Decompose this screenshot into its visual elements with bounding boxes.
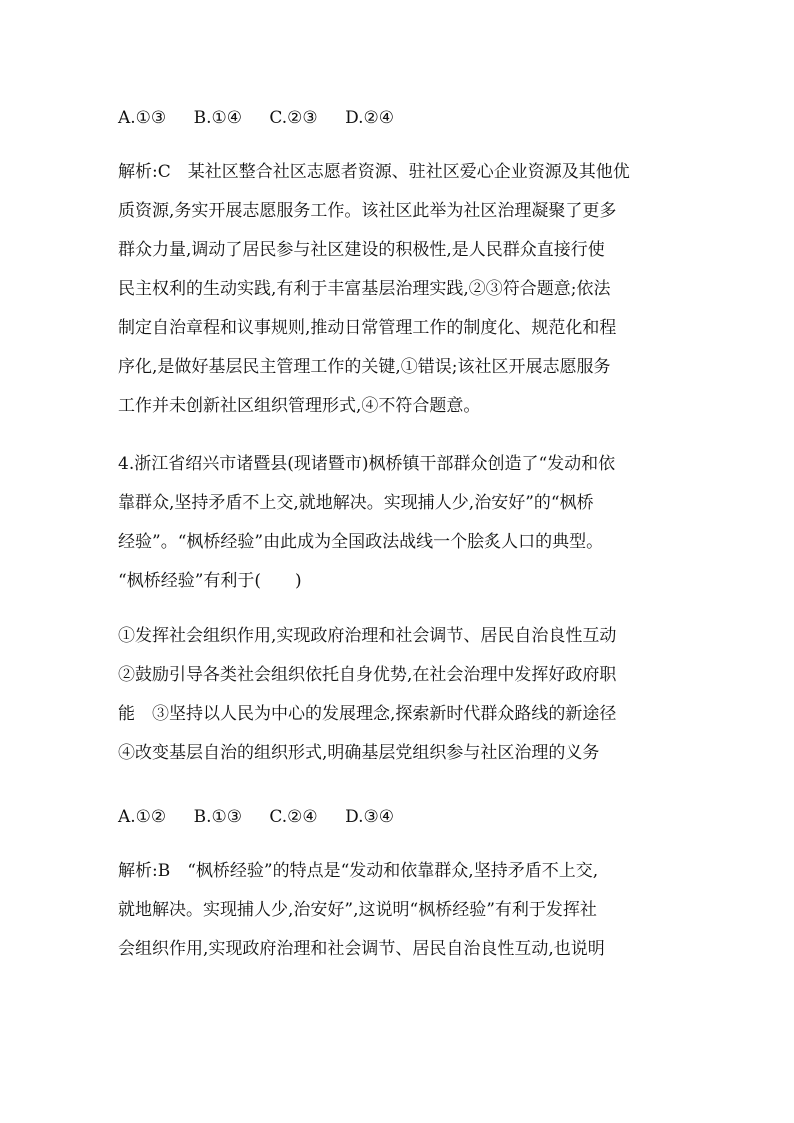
q4-analysis-line: 解析:B “枫桥经验”的特点是“发动和依靠群众,坚持矛盾不上交, xyxy=(118,861,599,881)
q3-analysis-line: 质资源,务实开展志愿服务工作。该社区此举为社区治理凝聚了更多 xyxy=(118,201,617,221)
q4-option-d: D.③④ xyxy=(345,807,394,827)
q4-stem-line: 经验”。“枫桥经验”由此成为全国政法战线一个脍炙人口的典型。 xyxy=(118,532,604,552)
q4-stem-line: 靠群众,坚持矛盾不上交,就地解决。实现捕人少,治安好”的“枫桥 xyxy=(118,493,594,513)
q4-option-c: C.②④ xyxy=(269,807,318,827)
q4-statement-line: ①发挥社会组织作用,实现政府治理和社会调节、居民自治良性互动 xyxy=(118,626,617,646)
q4-option-b: B.①③ xyxy=(193,807,242,827)
q3-analysis-line: 解析:C 某社区整合社区志愿者资源、驻社区爱心企业资源及其他优 xyxy=(118,162,630,182)
q3-option-b: B.①④ xyxy=(193,108,242,128)
q3-options xyxy=(118,106,394,130)
q3-option-d: D.②④ xyxy=(345,108,394,128)
q4-analysis-line: 就地解决。实现捕人少,治安好”,这说明“枫桥经验”有利于发挥社 xyxy=(118,900,597,920)
q3-analysis-line: 工作并未创新社区组织管理形式,④不符合题意。 xyxy=(118,396,481,416)
q4-analysis-line: 会组织作用,实现政府治理和社会调节、居民自治良性互动,也说明 xyxy=(118,939,605,959)
q4-statement-line: ②鼓励引导各类社会组织依托自身优势,在社会治理中发挥好政府职 xyxy=(118,665,617,685)
q3-analysis-line: 序化,是做好基层民主管理工作的关键,①错误;该社区开展志愿服务 xyxy=(118,357,611,377)
q3-option-a: A.①③ xyxy=(118,108,167,128)
q3-analysis-line: 制定自治章程和议事规则,推动日常管理工作的制度化、规范化和程 xyxy=(118,318,617,338)
q4-options xyxy=(118,805,394,829)
q4-statement-line: ④改变基层自治的组织形式,明确基层党组织参与社区治理的义务 xyxy=(118,743,600,763)
q3-analysis-line: 群众力量,调动了居民参与社区建设的积极性,是人民群众直接行使 xyxy=(118,240,605,260)
q3-option-c: C.②③ xyxy=(269,108,318,128)
q4-option-a: A.①② xyxy=(118,807,167,827)
q4-stem-line: “枫桥经验”有利于( ) xyxy=(118,571,302,591)
q4-stem-line: 4.浙江省绍兴市诸暨县(现诸暨市)枫桥镇干部群众创造了“发动和依 xyxy=(118,454,616,474)
q3-analysis-line: 民主权利的生动实践,有利于丰富基层治理实践,②③符合题意;依法 xyxy=(118,279,611,299)
q4-statement-line: 能 ③坚持以人民为中心的发展理念,探索新时代群众路线的新途径 xyxy=(118,704,617,724)
